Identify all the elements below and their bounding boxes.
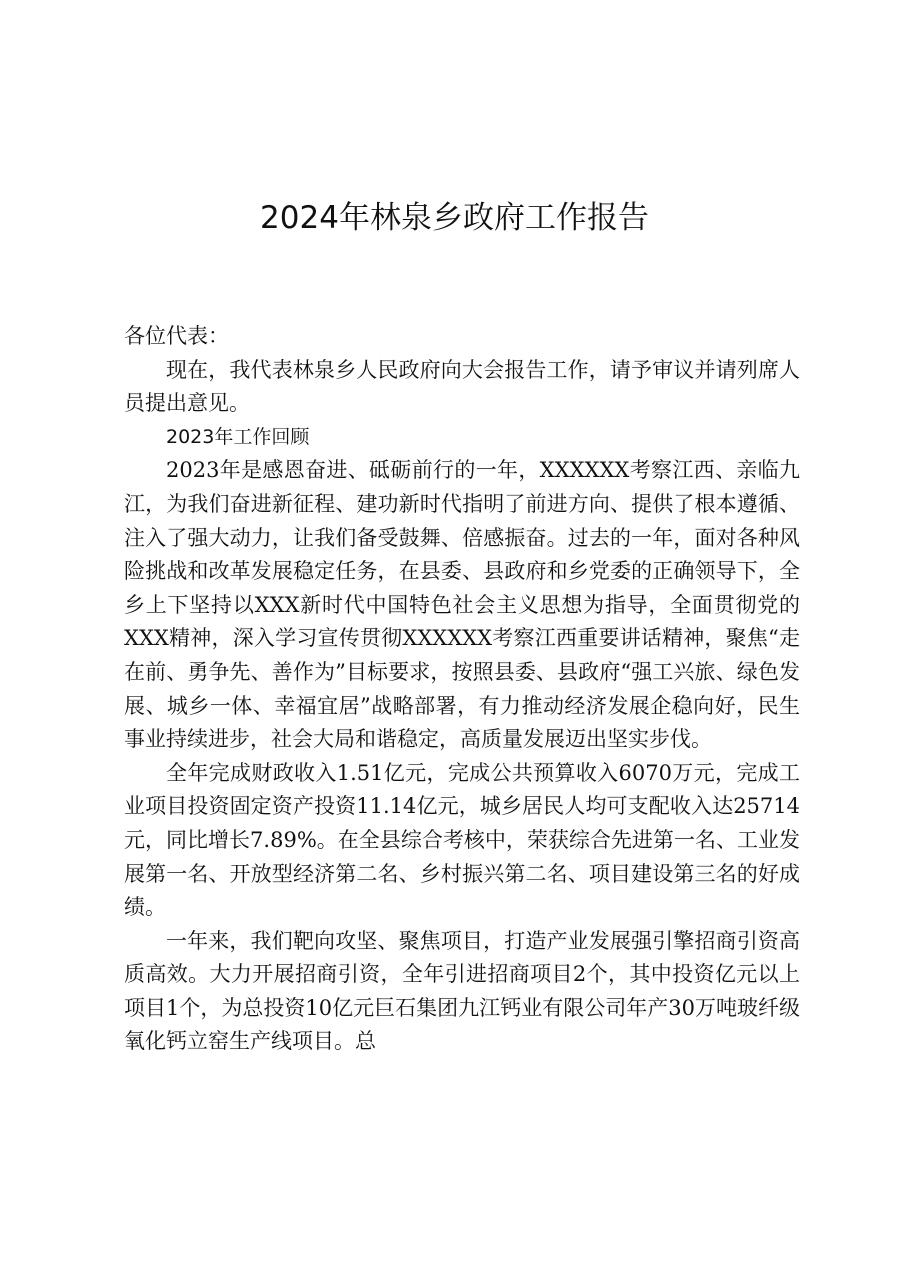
body-paragraph-3: 一年来，我们靶向攻坚、聚焦项目，打造产业发展强引擎招商引资高质高效。大力开展招商引资，全年引进招商项目2个，其中投资亿元以上项目1个，为总投资10亿元巨石集团九江钙业有限公司年产30万吨玻纤级氧化钙立窑生产线项目。总: [124, 928, 800, 1054]
document-body: [124, 320, 800, 1059]
salutation: 各位代表：: [124, 324, 229, 348]
body-paragraph-2: 全年完成财政收入1.51亿元，完成公共预算收入6070万元，完成工业项目投资固定资产投资11.14亿元，城乡居民人均可支配收入达25714元，同比增长7.89%。在全县综合考核中，荣获综合先进第一名、工业发展第一名、开放型经济第二名、乡村振兴第二名、项目建设第三名的好成绩。: [124, 760, 800, 920]
intro-paragraph: 现在，我代表林泉乡人民政府向大会报告工作，请予审议并请列席人员提出意见。: [124, 357, 800, 416]
section-heading: 2023年工作回顾: [166, 425, 310, 448]
body-paragraph-1: 2023年是感恩奋进、砥砺前行的一年，XXXXXX考察江西、亲临九江，为我们奋进新征程、建功新时代指明了前进方向、提供了根本遵循、注入了强大动力，让我们备受鼓舞、倍感振奋。过去的一年，面对各种风险挑战和改革发展稳定任务，在县委、县政府和乡党委的正确领导下，全乡上下坚持以XXX新时代中国特色社会主义思想为指导，全面贯彻党的XXX精神，深入学习宣传贯彻XXXXXX考察江西重要讲话精神，聚焦“走在前、勇争先、善作为”目标要求，按照县委、县政府“强工兴旅、绿色发展、城乡一体、幸福宜居”战略部署，有力推动经济发展企稳向好，民生事业持续进步，社会大局和谐稳定，高质量发展迈出坚实步伐。: [124, 458, 800, 752]
document-title: 2024年林泉乡政府工作报告: [260, 200, 649, 236]
